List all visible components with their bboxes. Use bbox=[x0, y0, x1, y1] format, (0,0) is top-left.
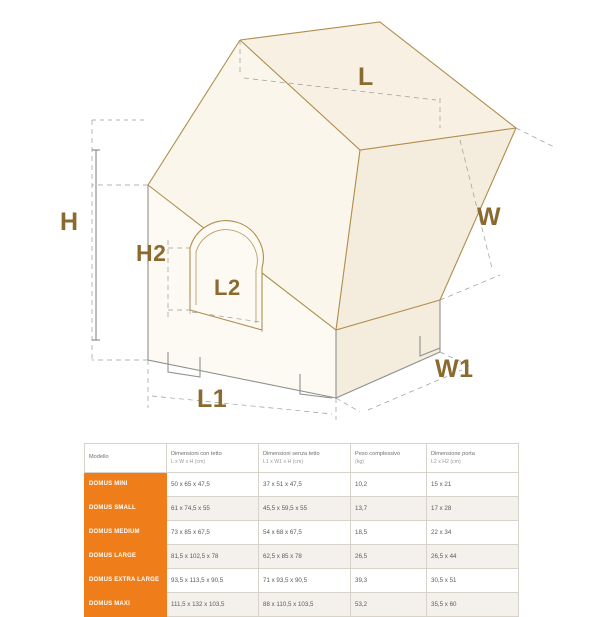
cell-without-roof: 54 x 68 x 67,5 bbox=[259, 521, 351, 545]
column-header-door bbox=[427, 444, 519, 473]
table-row bbox=[85, 473, 519, 497]
cell-weight: 26,5 bbox=[351, 545, 427, 569]
dimension-label-H: H bbox=[60, 208, 79, 236]
table-header bbox=[85, 444, 519, 473]
column-header-without-roof-title: Dimensioni senza tetto bbox=[263, 450, 320, 457]
cell-door: 35,5 x 60 bbox=[427, 593, 519, 617]
column-header-model-title: Modello bbox=[89, 454, 109, 460]
column-header-with-roof-title: Dimensioni con tetto bbox=[171, 450, 222, 457]
cell-door: 17 x 28 bbox=[427, 497, 519, 521]
cell-with-roof: 111,5 x 132 x 103,5 bbox=[167, 593, 259, 617]
column-header-with-roof bbox=[167, 444, 259, 473]
cell-without-roof: 37 x 51 x 47,5 bbox=[259, 473, 351, 497]
dimension-label-W: W bbox=[477, 203, 502, 231]
table-row bbox=[85, 569, 519, 593]
cell-weight: 13,7 bbox=[351, 497, 427, 521]
cell-door: 22 x 34 bbox=[427, 521, 519, 545]
column-header-model bbox=[85, 444, 167, 473]
cell-with-roof: 73 x 85 x 67,5 bbox=[167, 521, 259, 545]
specifications-table bbox=[84, 443, 519, 617]
column-header-without-roof bbox=[259, 444, 351, 473]
column-header-without-roof-sub: L1 x W1 x H (cm) bbox=[263, 458, 304, 465]
column-header-with-roof-sub: L x W x H (cm) bbox=[171, 458, 206, 465]
cell-model: DOMUS EXTRA LARGE bbox=[85, 569, 167, 593]
cell-door: 26,5 x 44 bbox=[427, 545, 519, 569]
cell-door: 30,5 x 51 bbox=[427, 569, 519, 593]
table-row bbox=[85, 545, 519, 569]
cell-model: DOMUS LARGE bbox=[85, 545, 167, 569]
cell-weight: 18,5 bbox=[351, 521, 427, 545]
cell-with-roof: 61 x 74,5 x 55 bbox=[167, 497, 259, 521]
cell-without-roof: 88 x 110,5 x 103,5 bbox=[259, 593, 351, 617]
cell-model: DOMUS MAXI bbox=[85, 593, 167, 617]
dimension-label-L1: L1 bbox=[197, 385, 228, 413]
cell-with-roof: 50 x 65 x 47,5 bbox=[167, 473, 259, 497]
table-row bbox=[85, 593, 519, 617]
dimension-label-H2: H2 bbox=[136, 240, 167, 266]
column-header-weight bbox=[351, 444, 427, 473]
dimension-label-W1: W1 bbox=[435, 355, 474, 383]
table-body bbox=[85, 473, 519, 617]
cell-weight: 53,2 bbox=[351, 593, 427, 617]
cell-without-roof: 62,5 x 85 x 78 bbox=[259, 545, 351, 569]
column-header-door-sub: L2 x H2 (cm) bbox=[431, 458, 461, 465]
cell-door: 15 x 21 bbox=[427, 473, 519, 497]
column-header-weight-title: Peso complessivo bbox=[355, 450, 401, 457]
dimension-label-L: L bbox=[358, 63, 374, 91]
cell-without-roof: 71 x 93,5 x 90,5 bbox=[259, 569, 351, 593]
table-row bbox=[85, 497, 519, 521]
column-header-weight-sub: (kg) bbox=[355, 458, 364, 465]
cell-weight: 10,2 bbox=[351, 473, 427, 497]
cell-weight: 39,3 bbox=[351, 569, 427, 593]
cell-model: DOMUS MINI bbox=[85, 473, 167, 497]
table-row bbox=[85, 521, 519, 545]
table-header-row bbox=[85, 444, 519, 473]
cell-with-roof: 93,5 x 113,5 x 90,5 bbox=[167, 569, 259, 593]
cell-model: DOMUS MEDIUM bbox=[85, 521, 167, 545]
dimension-label-L2: L2 bbox=[214, 275, 241, 300]
cell-model: DOMUS SMALL bbox=[85, 497, 167, 521]
cell-with-roof: 81,5 x 102,5 x 78 bbox=[167, 545, 259, 569]
column-header-door-title: Dimensione porta bbox=[431, 450, 475, 457]
specifications-table-container bbox=[84, 443, 518, 617]
cell-without-roof: 45,5 x 59,5 x 55 bbox=[259, 497, 351, 521]
